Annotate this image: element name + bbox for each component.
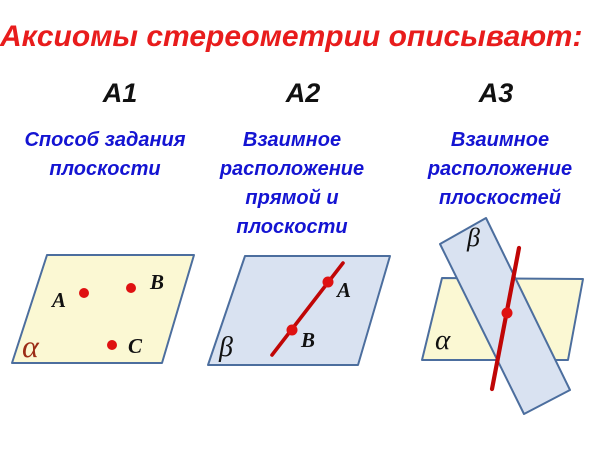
description-line: расположение [219,158,365,180]
slide-title: Аксиомы стереометрии описывают: [0,20,583,53]
description-line: Способ задания [24,129,186,151]
plane-beta-polygon [208,256,390,365]
description-line: Взаимное [242,129,342,151]
plane-alpha-polygon [12,255,194,363]
plane-alpha-label: α [435,324,451,356]
description-line: прямой и [245,187,339,209]
point-a-dot [323,277,334,288]
point-a-label: A [337,278,352,302]
point-c-dot [107,340,117,350]
column-header-a2: А2 [285,78,321,108]
point-a-label: A [52,288,67,312]
column-header-a3: А3 [478,78,514,108]
point-a-dot [79,288,89,298]
diagram-intersecting-planes [422,218,583,414]
plane-beta-label: β [219,332,233,363]
diagram-plane-beta-line [208,256,390,365]
description-line: плоскости [236,216,348,238]
description-line: плоскости [49,158,161,180]
point-b-dot [287,325,298,336]
point-b-label: B [150,270,165,294]
column-header-a1: А1 [102,78,138,108]
description-line: плоскостей [438,187,562,209]
description-line: расположение [427,158,573,180]
point-b-dot [126,283,136,293]
description-line: Взаимное [450,129,550,151]
point-c-label: C [128,334,143,358]
point-b-label: B [301,328,316,352]
plane-alpha-label: α [22,328,39,364]
intersection-point-dot [502,308,513,319]
plane-beta-label: β [467,223,480,252]
diagram-plane-alpha-three-points [12,255,194,364]
